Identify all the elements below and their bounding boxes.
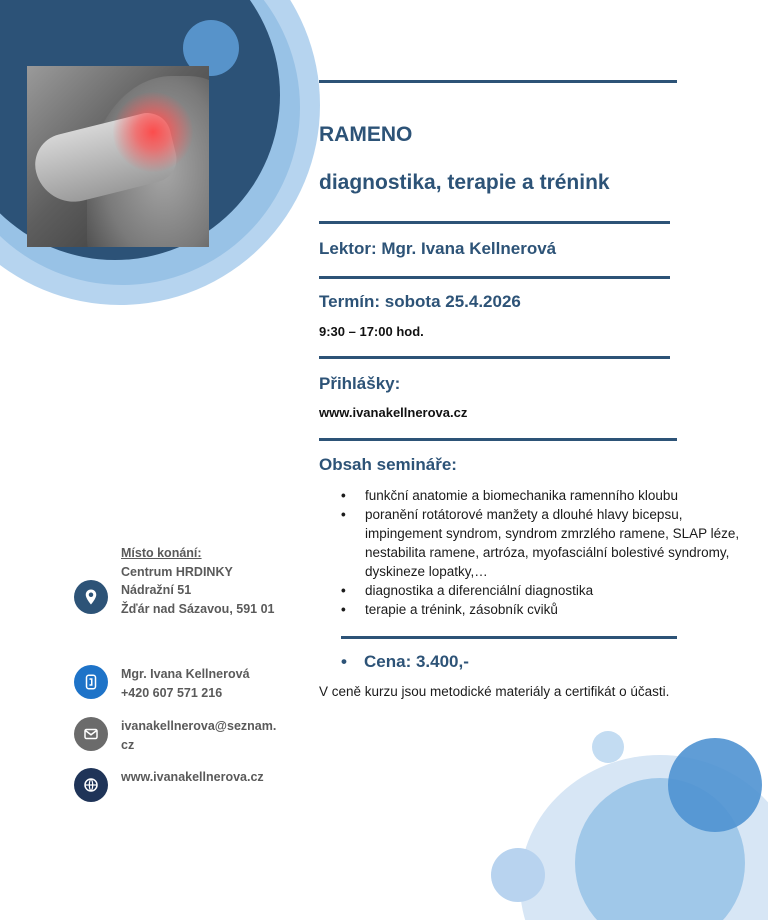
- email-icon: [74, 717, 108, 751]
- shoulder-pain-photo: [27, 66, 209, 247]
- globe-icon: [74, 768, 108, 802]
- price-bullet: •: [341, 652, 347, 671]
- registration-url[interactable]: www.ivanakellnerova.cz: [319, 405, 468, 420]
- price-note: V ceně kurzu jsou metodické materiály a certifikát o účasti.: [319, 684, 670, 699]
- date-heading: Termín: sobota 25.4.2026: [319, 292, 521, 311]
- list-item: • terapie a trénink, zásobník cviků: [338, 600, 748, 619]
- page-title: RAMENO: [319, 123, 413, 146]
- topics-list: [338, 486, 748, 619]
- phone-block: [121, 665, 281, 702]
- email-address[interactable]: ivanakellnerova@seznam.cz: [121, 719, 277, 752]
- divider-top: [319, 80, 677, 83]
- divider-5: [341, 636, 677, 639]
- web-block: [121, 768, 281, 787]
- list-item: • diagnostika a diferenciální diagnostika: [338, 581, 748, 600]
- divider-1: [319, 221, 670, 224]
- decor-circle-br-left: [491, 848, 545, 902]
- venue-name: Centrum HRDINKY: [121, 564, 233, 579]
- price-label: Cena: 3.400,-: [364, 652, 469, 671]
- registration-heading: Přihlášky:: [319, 374, 401, 393]
- list-item: • funkční anatomie a biomechanika ramenního kloubu: [338, 486, 748, 505]
- contact-name: Mgr. Ivana Kellnerová: [121, 667, 250, 681]
- email-block: [121, 717, 281, 754]
- page-subtitle: diagnostika, terapie a trénink: [319, 171, 610, 194]
- divider-3: [319, 356, 670, 359]
- venue-block: [121, 544, 281, 618]
- content-heading: Obsah semináře:: [319, 455, 457, 474]
- phone-icon: [74, 665, 108, 699]
- divider-2: [319, 276, 670, 279]
- lecturer-heading: Lektor: Mgr. Ivana Kellnerová: [319, 239, 557, 258]
- venue-label: Místo konání:: [121, 546, 202, 560]
- photo-pain-highlight: [113, 92, 193, 172]
- decor-circle-br-small: [592, 731, 624, 763]
- time-text: 9:30 – 17:00 hod.: [319, 324, 424, 339]
- venue-city: Žďár nad Sázavou, 591 01: [121, 601, 275, 616]
- location-pin-icon: [74, 580, 108, 614]
- divider-4: [319, 438, 677, 441]
- web-address[interactable]: www.ivanakellnerova.cz: [121, 770, 264, 784]
- phone-number[interactable]: +420 607 571 216: [121, 685, 223, 700]
- venue-street: Nádražní 51: [121, 583, 192, 597]
- decor-circle-br-blue: [668, 738, 762, 832]
- list-item: • poranění rotátorové manžety a dlouhé hlavy bicepsu, impingement syndrom, syndrom zmrzlého ramene, SLAP léze, nestabilita ramene, artróza, myofasciální bolestivé syndromy, dyskineze lopatky,…: [338, 505, 748, 581]
